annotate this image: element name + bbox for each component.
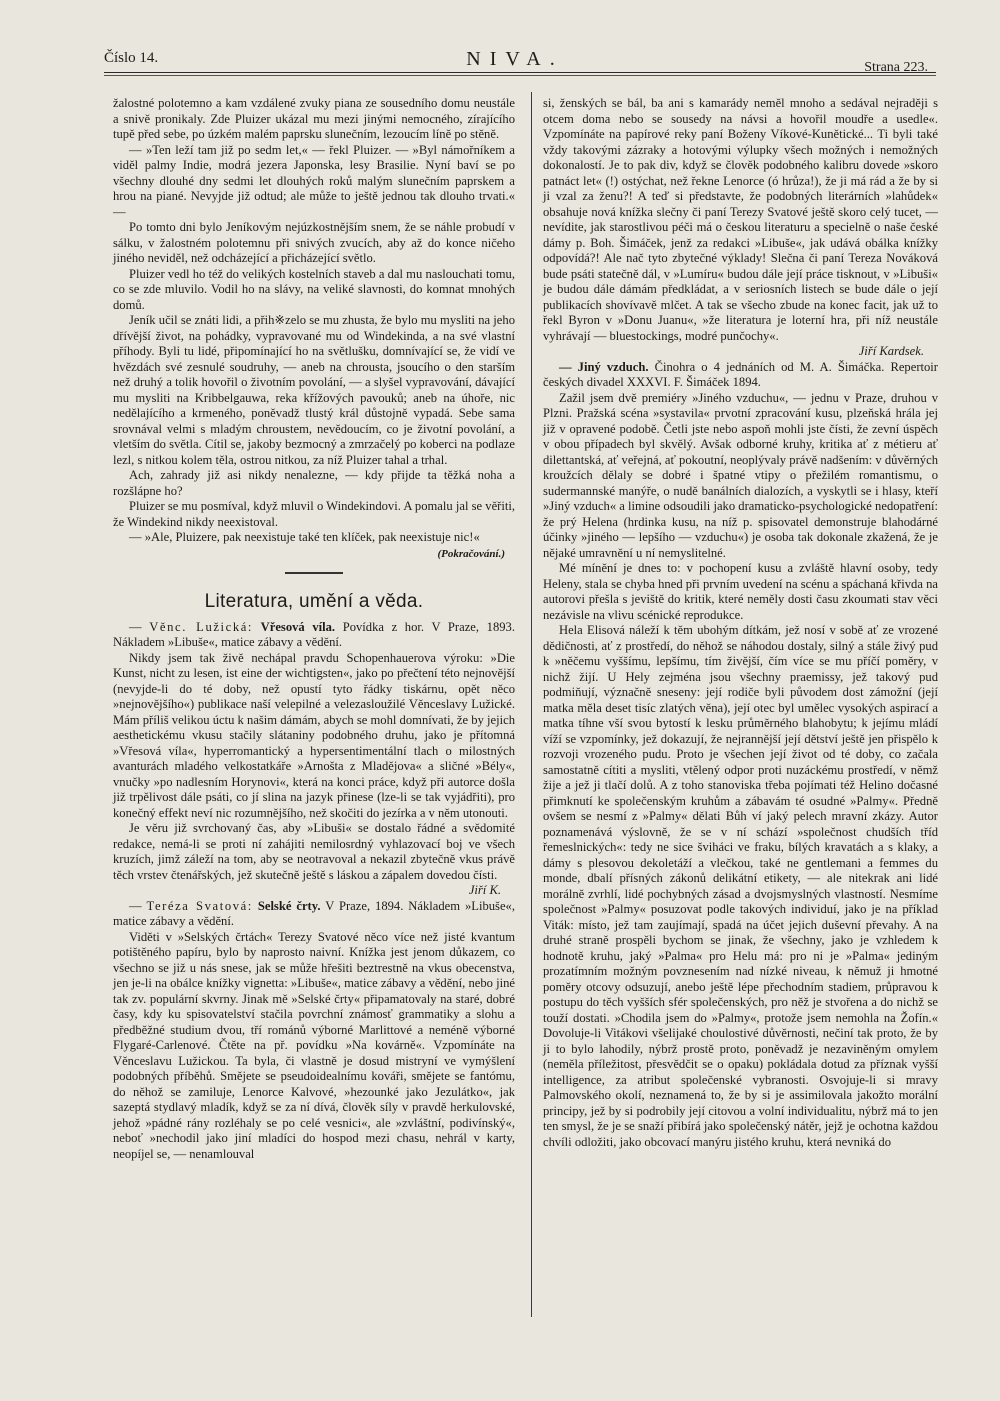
review-publication: Činohra o 4 jednáních od M. A. Šimáčka. Repertoir českých divadel XXXVI. F. Šimáček 1894. <box>543 359 939 389</box>
review-signature: Jiří K. <box>468 883 501 897</box>
review-paragraph: Viděti v »Selských črtách« Terezy Svatové něco více než jisté kvantum potištěného papíru, bylo by naprosto naivní. Knížka jest jenom důkazem, co všechno se již u nás snese, jak se může hřešiti beztrestně na vkus obecenstva, jen je-li na obálce knížky vignetta: »Libuše«, matice zábavy a vědění, nebo jiné tak zv. populární skvrny. Jinak mě »Selské črty« připamatovaly na staré, dobré časy, kdy ku spisovatelství stačila povrchní známosť grammatiky a slohu a předběžné studium dvou, tří románů výborné Marlittové a neméně výborné Flygaré-Carlenové. Čtěte na př. povídku »Na kovárně«. Vzpomínáte na Věnceslavu Lužickou. Ta byla, či vlastně je dosud mistryní ve vymýšlení podobných příběhů. Smějete se pseudoidealnímu kováři, smějete se fantómu, do něhož se zamiluje, Lenorce Kalvové, »hezounké jako Jezulátko«, jak sazeptá stydlavý mladík, když se za ní dívá, člověk síly v pravdě herkulovské, jehož »pádné rány rozléhaly se po celé vesnici«, ale »zvláštní, podivínský«, neboť »nechodil jako jiní mladíci do hospod mezi chasu, nehrál v karty, neopíjel se, — nenamlouval <box>113 929 515 1161</box>
right-column <box>543 96 938 1150</box>
section-divider <box>285 572 343 574</box>
review-publication: V Praze, 1894. Nákladem »Libuše«, matice zábavy a vědění. <box>113 898 515 928</box>
story-paragraph: Pluizer vedl ho též do velikých kostelních staveb a dal mu naslouchati tomu, co se zde mluvilo. Vodil ho na slávy, na veliké slavnosti, do komnat mnohých domů. <box>113 266 515 312</box>
story-paragraph: žalostné polotemno a kam vzdálené zvuky piana ze sousedního domu neustále a snivě pronikaly. Zde Pluizer ukázal mu mezi jinými nemocného, zírajícího tupě před sebe, po úzkém malém paprsku slunečním, lezoucím líně po stěně. <box>113 96 515 141</box>
review-paragraph: Nikdy jsem tak živě nechápal pravdu Schopenhauerova výroku: »Die Kunst, nicht zu lesen, ist eine der wichtigsten«, jako po přečtení této nejnovější (nevyjde-li do té doby, než opustí tyto řádky tiskárnu, opět něco »nejnovějšího«) publikace naší velepilné a velezasloužilé Věnceslavy Lužické. Mám příliš velikou úctu k našim dámám, abych se mohl domnívati, že by jejich aesthetickému vkusu stačily slátaniny podobného druhu, jako je přítomná »Vřesová víla«, hyperromantický a hypersentimentální tlach o milostných avanturách mladého velkostatkáře »Arnošta z Mladějova« a sličné »Bély«, vnučky »po nadlesním Horynovi«, která na konci práce, když při autorce došla již trpělivost dále psáti, co jí slina na jazyk přinese (lze-li se tak vyjádřiti), pro konečný effekt neví nic rozumnějšího, než skočiti do jezírka a v něm utonouti. <box>113 650 515 820</box>
review-author: Teréza Svatová: <box>146 898 253 913</box>
story-paragraph: Po tomto dni bylo Jeníkovým nejúzkostnějším snem, že se náhle probudí v sálku, v žalostném polotemnu při snivých zvucích, aby až do konce ničeho jiného neviděl, než odcházející a přicházející světlo. <box>113 220 515 265</box>
review-play-title: — Jiný vzduch. <box>559 359 649 374</box>
review-heading <box>543 360 938 391</box>
story-paragraph: Jeník učil se znáti lidi, a přih※zelo se mu zhusta, že bylo mu mysliti na jeho dřívější život, na pohádky, vypravované mu od Windekinda, a na své vlastní příhody. Byli tu lidé, připomínající ho na světlušku, domnívající se, že vidí ve hvězdách své zesnulé soudruhy, — aneb na chrousta, jsoucího o den starším než druhý a tolik hovořil o životním povolání, — a slyšel vypravování, dávající mu mysliti na Kribbelgauwa, reka křížových pavouků; aneb na úhoře, nic nedělajícího a krmeného, poněvadž tlustý král důstojně vypadá. Sebe sama srovnával velmi s mladým chroustem, nevědoucím, co je životní povolání, a vletším do světla. Cítil se, jakoby bezmocný a zmrzačelý po koberci na podlaze lezl, s nitkou kolem těla, ostrou nitkou, za níž Pluizer tahal a trhal. <box>113 313 515 467</box>
header-rule-secondary <box>104 75 936 76</box>
issue-number: Číslo 14. <box>104 50 159 66</box>
left-column <box>113 96 515 1162</box>
review-book-title: Vřesová víla. <box>260 619 336 634</box>
review-publication: Povídka z hor. V Praze, 1893. Nákladem »Libuše«, matice zábavy a vědění. <box>113 619 515 649</box>
review-book-title: Selské črty. <box>257 898 321 913</box>
column-divider <box>531 92 532 1317</box>
review-paragraph: Zažil jsem dvě premiéry »Jiného vzduchu«, — jednu v Praze, druhou v Plzni. Pražská scéna »systavila« prvotní zpracování kusu, plzeňská hrála jej již v opravené podobě. Četli jste nebo aspoň mohli jste čísti, že zevní úspěch v obou případech byl skvělý. Avšak odborné kruhy, kritika ať z métieru ať dilettantská, ať veřejná, ať pokoutní, neoplývaly právě nadšením: v důvěrných kroužcích dělaly se dobré i špatné vtipy o přežilém romantismu, o sudermannské manýře, o nudě banálních dialozích, a vyskytli se i hlasy, kteří »Jiný vzduch« a limine odsoudili jako dramaticko-psychologické nedopatření: že prý Helena (hrdinka kusu, na níž p. spisovatel demonstruje blahodárné účinky »jiného — lepšího — vzduchu«) je osoba tak dokonale zkažená, že je nějaké umravnění u ní nemyslitelné. <box>543 390 938 560</box>
review-paragraph: Je věru již svrchovaný čas, aby »Libuši« se dostalo řádné a svědomité redakce, nemá-li se proti ní zahájiti nemilosrdný vyhlazovací boj ve všech kruzích, jimž záleží na tom, aby se neotravoval a nekazil zbytečně vkus právě těch vrstev čtenářských, jež skutečně ještě s láskou a zápalem dovedou čísti. <box>113 821 515 882</box>
story-paragraph: Ach, zahrady již asi nikdy nenalezne, — kdy přijde ta těžká noha a rozšlápne ho? <box>113 468 515 498</box>
header-rule <box>104 72 936 73</box>
review-signature: Jiří Kardsek. <box>858 344 924 358</box>
review-paragraph: Hela Elisová náleží k těm ubohým dítkám, jež nosí v sobě ať ze vrozené dědičnosti, ať z prostředí, do něhož se náhodou dostaly, silný a stále živý pud k »něčemu vyššímu, lepšímu, tím živější, čím více se mu příčí poměry, v nichž žijí. U Hely zejména jsou všechny praemissy, jež takový pud podmiňují, význačně sneseny: její rodiče byli původem dost zámožní (její matka měla deset tisíc zlatých věna), její otec byl umělec vysokých aspirací a matka tíhne vší svou bytostí k lesku průměrného blahobytu; k jejímu mládí víží se vzpomínky, jež dokazují, že nejrannější její dětství ještě jen přispělo k rozvoji vrozeného pudu. Proto je všechen její život od té doby, co začala samostatně cítiti a mysliti, vtělený odpor proti nuzáckému prostředí, v němž žije a jež ji tlačí dolů. A z toho stanoviska třeba pojímati též Helino dočasné přimknutí ke společenským kruhům a zábavám té osudné »Palmy«. Předně ovšem se nesmí z »Palmy« dělati Bůh ví jaký pelech mravní zkázy. Autor poznamenává výslovně, že se v ní schází »společnost chudších tříd řemeslnických«: tedy ne sice šviháci ve fraku, bílých kravatách a s klaky, a dámy s plesovou dekoletáží a vlečkou, také ne gentlemani a femmes du monde, dbalí přísných zákonů delikátní etikety, — ale nitekrak ani lidé morálně zvrhlí, lidé pochybných zásad a dvojsmyslných vlastností. Nesmíme společnost »Palmy« posuzovat podle takových individuí, jako je na příklad Viták: místo, jež tam zaujímají, spadá na účet jejich duševní převahy. A na druhé straně prospěli bychom se jinak, že všechny, jako je vzhledem k hodnotě kruhu, jaký »Palma« pro Helu má: pro ni je »Palma« jediným prozatímním možným povznesením nad nízké niveau, k němuž ji hmotné poměry otcovy odsuzují, anebo ještě lépe přechodním stadiem, průpravou k postupu do těch vyšších sfér společenských, pro něž je stvořena a do nichž se touží dostati. »Chodila jsem do »Palmy«, protože jsem nemohla na Žofín.« Dovoluje-li Vitákovi všelijaké choulostivé důvěrnosti, nečiní tak proto, že by ji to bylo lahodily, nýbrž prostě proto, poněvadž je nezaviněným omylem (neměla příležitost, přesvědčit se o opaku) pokládala dotud za příznak vyšší intelligence, za atribut společenské vybranosti. Osvojuje-li si mravy Palmovského okolí, neznamená to, že by si je assimilovala jakožto morální principy, jež by si podrobily její citovou a volní individualitu, nýbrž má to jen ten smysl, že je se snaží přibírá jako společenský nátěr, jejž je ochotna každou chvíli odložiti, jako obcovací manýru jistého kruhu, která nevniká do <box>543 623 938 1149</box>
review-heading: — Věnc. Lužická: Vřesová víla. Povídka z hor. V Praze, 1893. Nákladem »Libuše«, matice zábavy a vědění. <box>113 619 515 649</box>
masthead-title: NIVA. <box>466 48 564 70</box>
review-author: Věnc. Lužická: <box>149 619 254 634</box>
review-paragraph: Mé mínění je dnes to: v pochopení kusu a zvláště hlavní osoby, tedy Heleny, stala se chyba hned při prvním uvedení na scénu a spáchaná křivda na autorovi přešla s jeviště do kritik, které neměly dosti času zkoumati stav věci nezávisle na vlivu scénické reprodukce. <box>543 561 938 622</box>
story-paragraph: Pluizer se mu posmíval, když mluvil o Windekindovi. A pomalu jal se věřiti, že Windekind nikdy neexistoval. <box>113 499 515 529</box>
section-title: Literatura, umění a věda. <box>204 591 424 612</box>
story-paragraph: — »Ale, Pluizere, pak neexistuje také ten klíček, pak neexistuje nic!« <box>129 530 480 544</box>
page-number: Strana 223. <box>864 60 928 75</box>
review-heading: — Teréza Svatová: Selské črty. V Praze, 1894. Nákladem »Libuše«, matice zábavy a vědění. <box>113 898 515 928</box>
story-paragraph: — »Ten leží tam již po sedm let,« — řekl Pluizer. — »Byl námořníkem a viděl palmy Indie, modrá jezera Japonska, lesy Brasilie. Nyní baví se po všechny dlouhé dny sedmi let dlouhých roků malým slunečním paprskem a hrou na piané. Nevyjde již odtud; ale může to ještě jednou tak dlouho trvati.« — <box>113 142 515 219</box>
review-paragraph: si, ženských se bál, ba ani s kamarády neměl mnoho a sedával nejraději s otcem doma nebo se sousedy na návsi a hovořil moudře a usedle«. Vzpomínáte na papírové reky paní Boženy Víkové-Kunětické... Ti byli také vždy takovými zázraky a hotovými výlupky všech možných i nemožných dokonalostí. Je to pak div, když se člověk podobného kalibru dovede »skoro patnáct let« (!) ostýchat, než řekne Lenorce (ó hrůza!), že ji má rád a že by si ji vzal za ženu?! A teď si představte, že podobných literárních »lahůdek« obsahuje nová knížka slečny či paní Terezy Svatové ještě skoro celý tucet, — nevídite, jak starostlivou péči má o českou literaturu a specielně o naše české dámy p. Boh. Šimáček, jenž za redakci »Libuše«, jak udává obálka knížky odpovídá?! Ale nač tyto zbytečné výklady! Slečna či paní Tereza Nováková bude psáti statečně dál, v »Lumíru« budou dále její práce tisknout, v »Libuši« je budou dále dámám předkládat, a v seriosních listech se bude dále o její publikacích shovívavě mlčet. A tak se všecho zbude na konec facit, jak už to řekl Byron v »Donu Juanu«, »že literatura je loterní hra, při níž neustále vyhrávají — bluestockings, modré punčochy«. <box>543 96 938 343</box>
continued-marker: (Pokračování.) <box>437 547 505 560</box>
